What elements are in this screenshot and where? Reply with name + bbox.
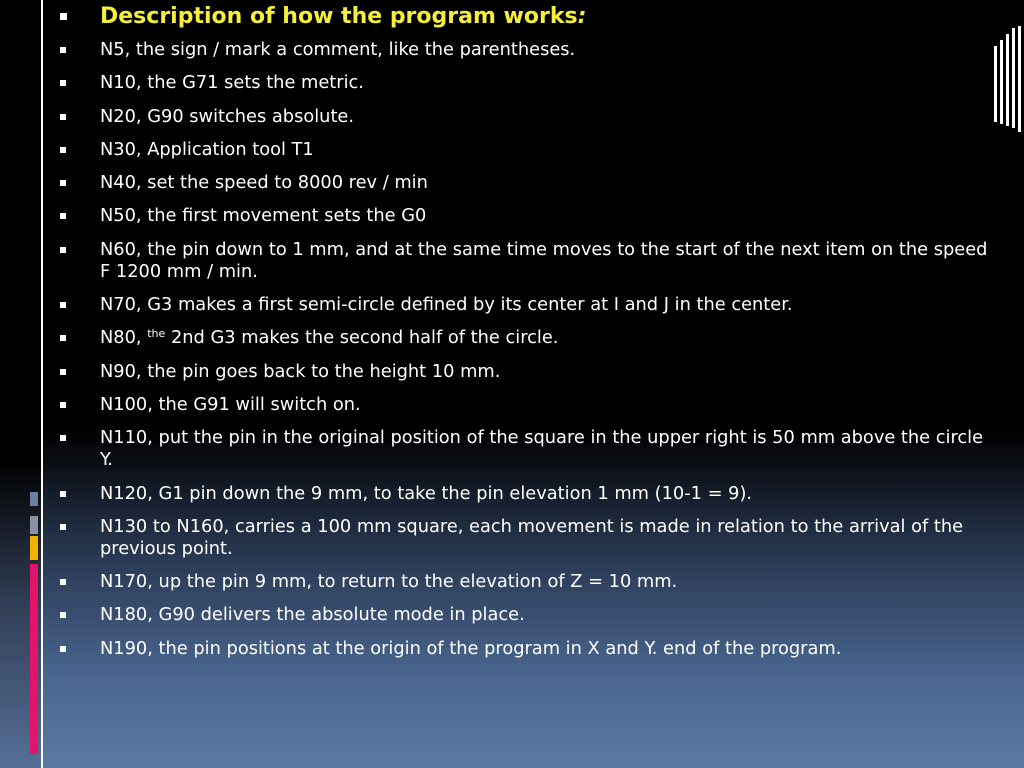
- bullet-icon: [60, 369, 66, 375]
- bullet-icon: [60, 247, 66, 253]
- bullet-icon: [60, 612, 66, 618]
- list-item: N20, G90 switches absolute.: [60, 106, 995, 128]
- bullet-icon: [60, 147, 66, 153]
- bullet-icon: [60, 335, 66, 341]
- list-item: N40, set the speed to 8000 rev / min: [60, 172, 995, 194]
- list-item: N5, the sign / mark a comment, like the parentheses.: [60, 39, 995, 61]
- bullet-icon: [60, 524, 66, 530]
- list-item: N120, G1 pin down the 9 mm, to take the pin elevation 1 mm (10-1 = 9).: [60, 483, 995, 505]
- bullet-icon: [60, 491, 66, 497]
- list-item: N60, the pin down to 1 mm, and at the same time moves to the start of the next item on the speed F 1200 mm / min.: [60, 239, 995, 283]
- slide-title: [60, 2, 995, 32]
- bullet-icon: [60, 180, 66, 186]
- list-item: N10, the G71 sets the metric.: [60, 72, 995, 94]
- bullet-icon: [60, 435, 66, 441]
- list-item: N80, $^{the}$ 2nd G3 makes the second half of the circle.: [60, 327, 995, 349]
- left-divider-line: [41, 0, 43, 768]
- list-item: N30, Application tool T1: [60, 139, 995, 161]
- list-item: N130 to N160, carries a 100 mm square, each movement is made in relation to the arrival of the previous point.: [60, 516, 995, 560]
- list-item: N90, the pin goes back to the height 10 mm.: [60, 361, 995, 383]
- list-item: N180, G90 delivers the absolute mode in place.: [60, 604, 995, 626]
- bullet-icon: [60, 646, 66, 652]
- slide-content: [60, 2, 995, 671]
- accent-bar-blue: [30, 492, 38, 506]
- list-item: N170, up the pin 9 mm, to return to the elevation of Z = 10 mm.: [60, 571, 995, 593]
- bullet-icon: [60, 213, 66, 219]
- bullet-icon: [60, 13, 67, 20]
- accent-bar-yellow: [30, 536, 38, 560]
- accent-bar-gray: [30, 516, 38, 534]
- bullet-icon: [60, 80, 66, 86]
- bullet-icon: [60, 402, 66, 408]
- list-item: N70, G3 makes a first semi-circle defined by its center at I and J in the center.: [60, 294, 995, 316]
- bullet-icon: [60, 47, 66, 53]
- list-item: N50, the first movement sets the G0: [60, 205, 995, 227]
- title-colon: :: [577, 4, 587, 29]
- list-item: N100, the G91 will switch on.: [60, 394, 995, 416]
- list-item: N110, put the pin in the original position of the square in the upper right is 50 mm above the circle Y.: [60, 427, 995, 471]
- bullet-icon: [60, 114, 66, 120]
- accent-bar-pink: [30, 564, 38, 754]
- bullet-icon: [60, 579, 66, 585]
- bullet-icon: [60, 302, 66, 308]
- decorative-stripes: [990, 26, 1024, 146]
- list-item: N190, the pin positions at the origin of the program in X and Y. end of the program.: [60, 638, 995, 660]
- title-text: Description of how the program works: [100, 4, 578, 29]
